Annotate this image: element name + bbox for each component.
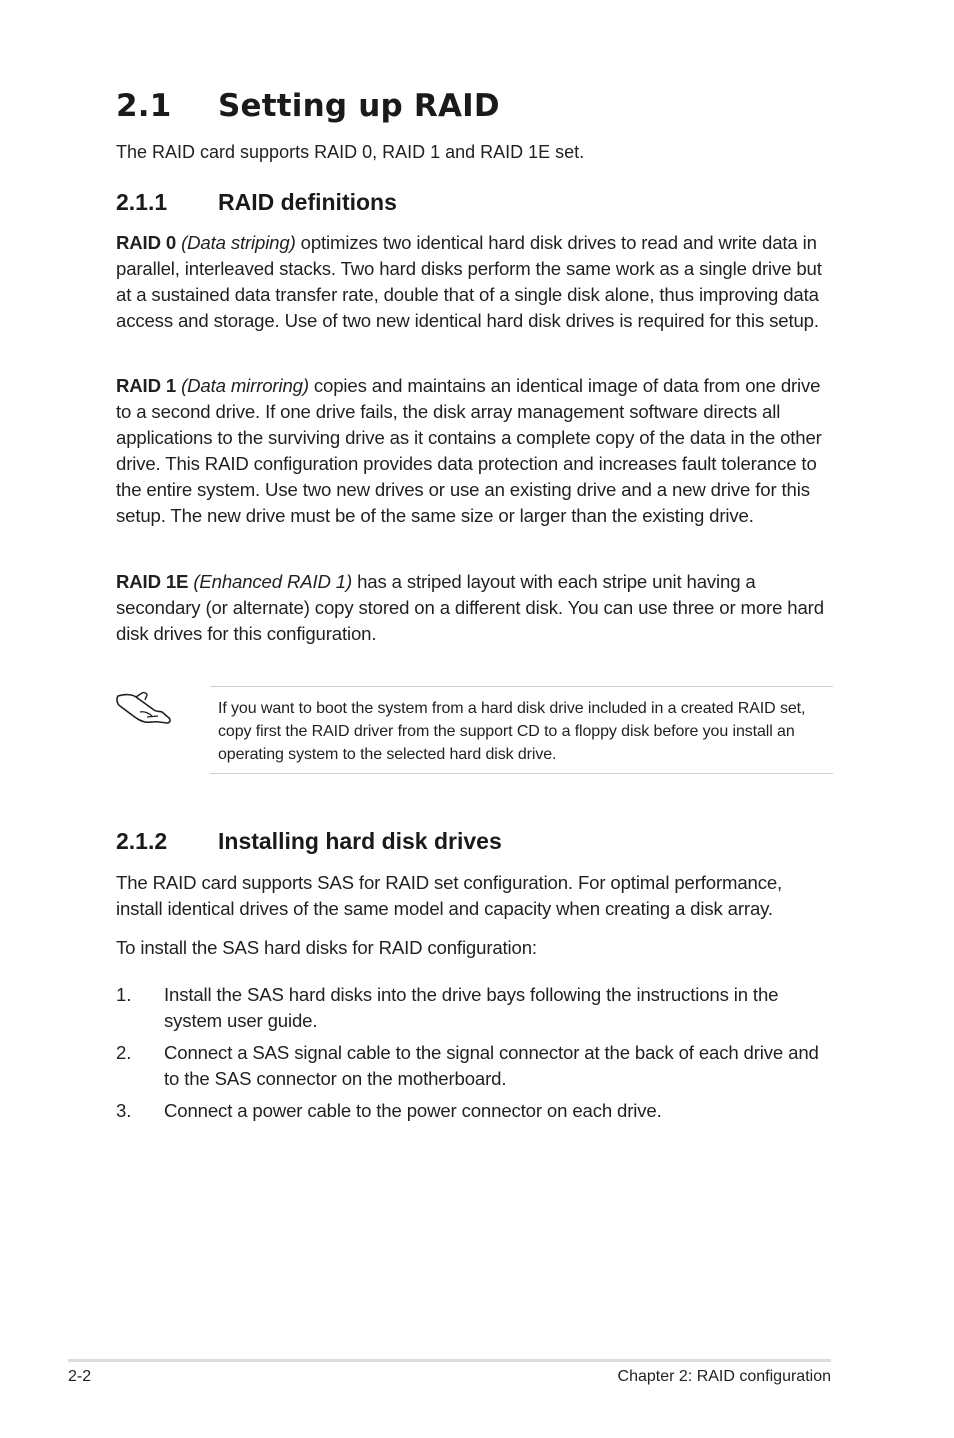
subsection-number: 2.1.1 (116, 189, 168, 215)
chapter-label: Chapter 2: RAID configuration (617, 1368, 831, 1385)
raid1-definition (116, 373, 832, 529)
step-text: Connect a SAS signal cable to the signal connector at the back of each drive and to the SAS connector on the motherboard. (164, 1042, 819, 1089)
step-text: Install the SAS hard disks into the drive bays following the instructions in the system user guide. (164, 984, 779, 1031)
raid0-term: RAID 0 (116, 232, 177, 253)
section-number: 2.1 (116, 88, 172, 124)
list-item (116, 1040, 832, 1092)
raid0-definition (116, 230, 832, 334)
raid1-term: RAID 1 (116, 375, 177, 396)
footer-divider (68, 1359, 831, 1362)
subsection-heading-definitions (116, 187, 397, 217)
note-text: If you want to boot the system from a hard disk drive included in a created RAID set, copy first the RAID driver from the support CD to a floppy disk before you install an operating system to the selected hard disk drive. (218, 700, 806, 763)
raid0-qualifier: (Data striping) (181, 232, 296, 253)
section-intro: The RAID card supports RAID 0, RAID 1 and RAID 1E set. (116, 142, 585, 162)
step-number: 2. (116, 1042, 132, 1063)
raid1e-body: has a striped layout with each stripe unit having a secondary (or alternate) copy stored on a different disk. You can use three or more hard disk drives for this configuration. (116, 571, 824, 644)
list-item (116, 982, 832, 1034)
subsection-number: 2.1.2 (116, 828, 168, 854)
step-number: 1. (116, 984, 132, 1005)
raid1-qualifier: (Data mirroring) (181, 375, 309, 396)
install-intro: The RAID card supports SAS for RAID set configuration. For optimal performance, install identical drives of the same model and capacity when creating a disk array. (116, 872, 783, 919)
raid0-body: optimizes two identical hard disk drives to read and write data in parallel, interleaved stacks. Two hard disks perform the same work as a single drive but at a sustained data transfer rate, double that of a single disk alone, thus improving data access and storage. Use of two new identical hard disk drives is required for this setup. (116, 232, 822, 331)
raid1-body: copies and maintains an identical image of data from one drive to a second drive. If one drive fails, the disk array management software directs all applications to the surviving drive as it contains a complete copy of the data in the other drive. This RAID configuration provides data protection and increases fault tolerance to the entire system. Use two new drives or use an existing drive and a new drive for this setup. The new drive must be of the same size or larger than the existing drive. (116, 375, 822, 526)
raid1e-qualifier: (Enhanced RAID 1) (193, 571, 353, 592)
section-heading (116, 86, 500, 126)
install-lead: To install the SAS hard disks for RAID configuration: (116, 937, 537, 958)
page-number: 2-2 (68, 1368, 92, 1385)
list-item (116, 1098, 832, 1124)
step-text: Connect a power cable to the power connector on each drive. (164, 1100, 662, 1121)
subsection-title: RAID definitions (218, 189, 397, 215)
raid1e-definition (116, 569, 832, 647)
hand-pointer-icon (114, 684, 174, 728)
note-box (210, 686, 833, 774)
subsection-heading-install (116, 826, 502, 856)
subsection-title: Installing hard disk drives (218, 828, 502, 854)
step-number: 3. (116, 1100, 132, 1121)
raid1e-term: RAID 1E (116, 571, 189, 592)
section-title: Setting up RAID (218, 88, 500, 124)
